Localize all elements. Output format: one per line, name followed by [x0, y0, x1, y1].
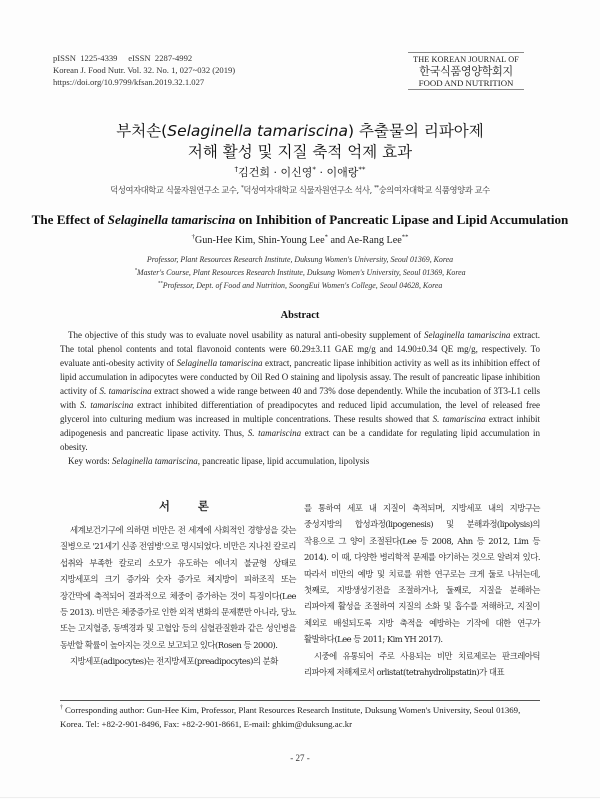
- english-authors: [0, 234, 600, 247]
- body-column-left: [60, 522, 296, 670]
- abstract-text: extract inhibited differentiation of preadipocytes and reduced lipid accumulation, the level of released free glycerol into culturing medium was increased in multiple concentrations. These results showed that: [60, 400, 540, 424]
- publication-meta: [53, 52, 235, 88]
- affil-en-text: Master's Course, Plant Resources Research Institute, Duksung Women's University, Seoul 01369, Korea: [137, 268, 466, 277]
- abstract-text: extract can be a candidate for regulating lipid accumulation in obesity.: [60, 428, 541, 452]
- keywords-label: Key words:: [68, 456, 112, 466]
- abstract-text: The objective of this study was to evaluate novel usability as natural anti-obesity supplement of: [68, 330, 425, 340]
- separator: ·: [315, 166, 327, 179]
- journal-name-en-top: THE KOREAN JOURNAL OF: [413, 55, 519, 64]
- affil-mark: **: [157, 280, 163, 287]
- doi-link[interactable]: https://doi.org/10.9799/kfsan.2019.32.1.027: [53, 77, 205, 87]
- affil-en-text: Professor, Plant Resources Research Institute, Duksung Women's University, Seoul 01369, Korea: [146, 255, 454, 264]
- affil-mark: *: [241, 185, 244, 192]
- keywords: [60, 454, 540, 468]
- affil-en-text: Professor, Dept. of Food and Nutrition, SoongEui Women's College, Seoul 04628, Korea: [162, 281, 443, 290]
- affil-mark: *: [134, 267, 138, 274]
- affiliation-en-1: [0, 254, 600, 265]
- author-mark: *: [324, 233, 328, 241]
- journal-name-en-bottom: FOOD AND NUTRITION: [418, 78, 514, 88]
- title-en-prefix: The Effect of: [31, 212, 108, 227]
- english-title: [0, 212, 600, 228]
- species-name: S. tamariscina: [432, 414, 486, 424]
- abstract-text: extract inhibit adipogenesis and pancreatic lipase activity. Thus,: [60, 414, 540, 438]
- affil-ko-2: 덕성여자대학교 식물자원연구소 석사,: [243, 185, 375, 195]
- citation-line: Korean J. Food Nutr. Vol. 32. No. 1, 027~032 (2019): [53, 65, 236, 75]
- section-heading-introduction: 서 론: [159, 500, 221, 513]
- title-ko-line2: 저해 활성 및 지질 축적 억제 효과: [187, 143, 413, 161]
- body-paragraph: 시중에 유통되어 주로 사용되는 비만 치료제로는 판크레아틱 리파아제 저해제로서 orlistat(tetrahydrolipstatin)가 대표: [304, 650, 540, 678]
- author-mark: †: [191, 233, 195, 241]
- page-number: - 27 -: [290, 753, 310, 763]
- abstract-text: extract. The total phenol contents and total flavonoid contents were 60.29±3.11 GAE mg/g and 14.90±0.34 QE mg/g, respectively. To evaluate anti-obesity activity of: [60, 330, 540, 368]
- korean-authors: [0, 166, 600, 180]
- title-en-species: Selaginella tamariscina: [107, 212, 236, 227]
- korean-affiliations: [20, 184, 580, 196]
- species-name: S. tamariscina: [79, 400, 134, 410]
- issn-line: pISSN 1225-4339 eISSN 2287-4992: [53, 53, 193, 63]
- corresponding-author-footnote: [60, 703, 540, 731]
- journal-name-ko: 한국식품영양학회지: [419, 65, 513, 78]
- separator: ·: [269, 166, 281, 179]
- author-mark: **: [401, 233, 409, 241]
- species-name: S. tamariscina: [99, 386, 152, 396]
- affiliation-en-2: [0, 267, 600, 278]
- footnote-mark: †: [60, 705, 63, 712]
- title-ko-species: Selaginella tamariscina: [167, 122, 349, 140]
- abstract-text: extract, pancreatic lipase inhibition activity as well as its inhibition effect of lipid accumulation in adipocytes were conducted by Oil Red O staining and lipolysis assay. The result of pancreatic lipase inhibition activity of: [60, 358, 540, 396]
- journal-logo: [408, 52, 524, 90]
- affil-mark: **: [374, 185, 379, 192]
- footnote-divider: [60, 700, 540, 701]
- species-name: S. tamariscina: [247, 428, 302, 438]
- author-ko-1: 김건희: [238, 166, 270, 179]
- title-ko-line1: [0, 121, 600, 142]
- title-en-suffix: on Inhibition of Pancreatic Lipase and Lipid Accumulation: [235, 212, 569, 227]
- author-mark: *: [312, 164, 316, 174]
- page-edge: [0, 797, 600, 798]
- author-mark: **: [358, 164, 366, 174]
- author-ko-3: 이애랑: [326, 166, 359, 179]
- abstract-paragraph: [60, 328, 540, 454]
- body-paragraph: 를 통하여 세포 내 지질이 축적되며, 지방세포 내의 지방구는 중성지방의 합성과정(lipogenesis) 및 분해과정(lipolysis)의 작용으로 그 양이 조절된다(Lee 등 2008, Ahn 등 2012, Lim 등 2014). 이 때, 다양한 병리학적 문제를 야기하는 것으로 알려져 있다. 따라서 비만의 예방 및 치료를 위한 연구로는 크게 둘로 나뉘는데, 첫째로, 지방생성기전을 조절하거나, 둘째로, 지질을 분해하는 리파아제 활성을 조절하여 지질의 소화 및 흡수를 저해하고, 지질이 체외로 배설되도록 지방 축적을 예방하는 기작에 대한 연구가 활발하다(Lee 등 2011; Kim YH 2017).: [304, 503, 540, 645]
- body-paragraph: 세계보건기구에 의하면 비만은 전 세계에 사회적인 경향성을 갖는 질병으로 '21세기 신종 전염병'으로 명시되었다. 비만은 지나친 칼로리 섭취와 부족한 칼로리 소모가 유도하는 에너지 불균형 상태로 지방세포의 크기 증가와 숫자 증가로 체지방이 피하조직 또는 장간막에 축적되어 결과적으로 체중이 증가하는 것이 특징이다(Lee 등 2013). 비만은 체중증가로 인한 외적 변화의 문제뿐만 아니라, 당뇨 또는 고지혈증, 동맥경과 및 고혈압 등의 심혈관질환과 같은 성인병을 동반할 확률이 높아지는 것으로 보고되고 있다(Rosen 등 2000).: [60, 525, 296, 650]
- abstract-body: [60, 328, 540, 468]
- keywords-list: , pancreatic lipase, lipid accumulation, lipolysis: [197, 456, 370, 466]
- author-ko-2: 이신영: [280, 166, 313, 179]
- species-name: Selaginella tamariscina: [176, 358, 263, 368]
- body-paragraph: 지방세포(adipocytes)는 전지방세포(preadipocytes)의 분화: [70, 656, 278, 667]
- author-mark: †: [234, 164, 239, 174]
- title-ko-suffix: ) 추출물의 리파아제: [348, 122, 484, 140]
- species-name: Selaginella tamariscina: [424, 330, 511, 340]
- korean-title: [0, 121, 600, 163]
- species-name: Selaginella tamariscina: [112, 456, 198, 466]
- author-en-names: Gun-Hee Kim, Shin-Young Lee: [194, 235, 325, 246]
- body-column-right: [304, 500, 540, 680]
- affil-ko-3: 숭의여자대학교 식품영양과 교수: [378, 185, 490, 195]
- footnote-text: Corresponding author: Gun-Hee Kim, Professor, Plant Resources Research Institute, Duksung Women's University, Seoul 01369, Korea. Tel: +82-2-901-8496, Fax: +82-2-901-8661, E-mail: ghkim@duksung.ac.kr: [60, 705, 521, 729]
- author-en-last: and Ae-Rang Lee: [327, 235, 402, 246]
- affil-ko-1: 덕성여자대학교 식물자원연구소 교수,: [110, 185, 242, 195]
- abstract-text: extract showed a wide range between 40 and 73% dose dependently. While the incubation of 3T3-L1 cells with: [60, 386, 540, 410]
- title-ko-prefix: 부처손(: [116, 122, 168, 140]
- affiliation-en-3: [0, 280, 600, 291]
- abstract-heading: Abstract: [280, 310, 320, 321]
